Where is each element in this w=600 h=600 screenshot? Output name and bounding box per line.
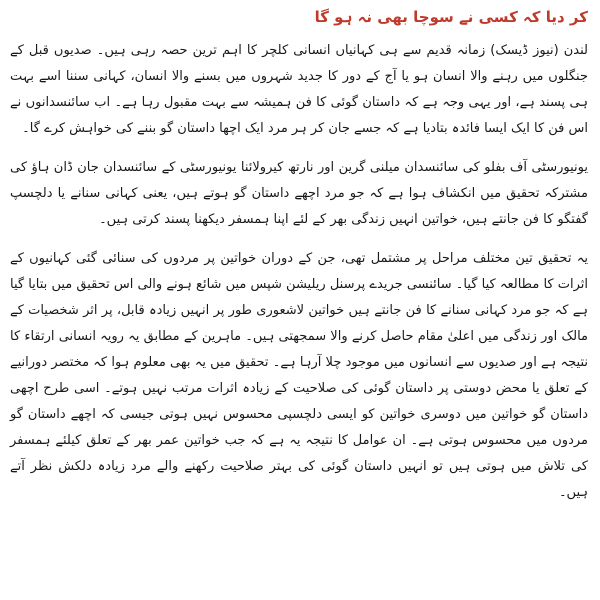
article-paragraph-1: لندن (نیوز ڈیسک) زمانہ قدیم سے ہی کہانیاں انسانی کلچر کا اہم ترین حصہ رہی ہیں۔ صدیوں قبل کے جنگلوں میں رہنے والا انسان ہو یا آج کے دور کا جدید شہروں میں بسنے والا انسان، کہانی سننا اسے بہت ہی پسند ہے، اور یہی وجہ ہے کہ داستان گوئی کا فن ہمیشہ سے بہت مقبول رہا ہے۔ اب سائنسدانوں نے اس فن کا ایک ایسا فائدہ بتادیا ہے کہ جسے جان کر ہر مرد ایک اچھا داستان گو بننے کی خواہش کرے گا۔ (10, 43, 588, 136)
article-paragraph-2: یونیورسٹی آف بفلو کی سائنسدان میلنی گرین اور نارتھ کیرولائنا یونیورسٹی کے سائنسدان جان ڈان ہاؤ کی مشترکہ تحقیق میں انکشاف ہوا ہے کہ جو مرد اچھے داستان گو ہوتے ہیں، یعنی کہانی سنانے یا دلچسپ گفتگو کا فن جانتے ہیں، خواتین انہیں زندگی بھر کے لئے اپنا ہمسفر دیکھنا پسند کرتی ہیں۔ (10, 160, 588, 227)
article-paragraph-3: یہ تحقیق تین مختلف مراحل پر مشتمل تھی، جن کے دوران خواتین پر مردوں کی سنائی گئی کہانیوں کے اثرات کا مطالعہ کیا گیا۔ سائنسی جریدے پرسنل ریلیشن شپس میں شائع ہونے والی اس تحقیق میں بتایا گیا ہے کہ جو مرد کہانی سنانے کا فن جانتے ہیں خواتین لاشعوری طور پر انہیں زیادہ قابل، پر اثر شخصیات کے مالک اور زندگی میں اعلیٰ مقام حاصل کرنے والا سمجھتی ہیں۔ ماہرین کے مطابق یہ رویہ انسانی ارتقاء کا نتیجہ ہے اور صدیوں سے انسانوں میں موجود چلا آرہا ہے۔ تحقیق میں یہ بھی معلوم ہوا کہ مختصر دورانیے کے تعلق یا محض دوستی پر داستان گوئی کی صلاحیت کے زیادہ اثرات مرتب نہیں ہوتے۔ اسی طرح اچھی داستان گو خواتین میں دوسری خواتین کو ایسی دلچسپی محسوس نہیں ہوتی جیسی کہ اچھے داستان گو مردوں میں محسوس ہوتی ہے۔ ان عوامل کا نتیجہ یہ ہے کہ جب خواتین عمر بھر کے تعلق کیلئے ہمسفر کی تلاش میں ہوتی ہیں تو انہیں داستان گوئی کی بہتر صلاحیت رکھنے والے مرد زیادہ دلکش نظر آتے ہیں۔ (10, 251, 588, 500)
news-article (10, 6, 588, 519)
article-headline: کر دیا کہ کسی نے سوچا بھی نہ ہو گا (314, 8, 588, 26)
